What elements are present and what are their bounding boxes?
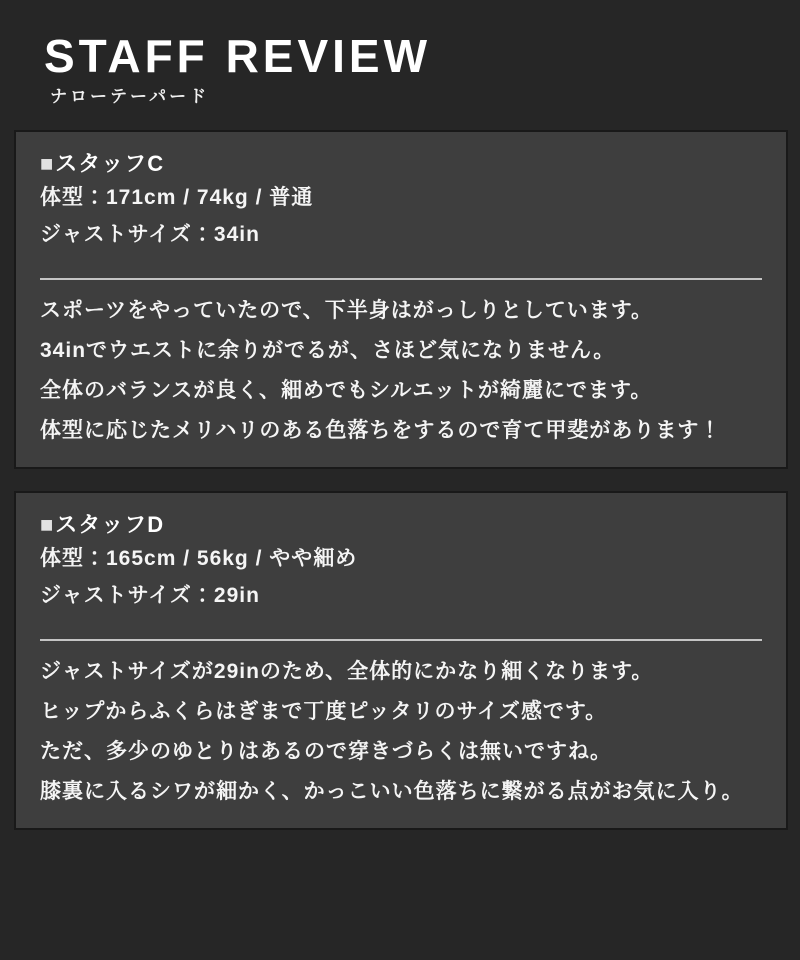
review-comment-line: スポーツをやっていたので、下半身はがっしりとしています。 <box>40 299 654 322</box>
page-header <box>0 0 800 107</box>
square-bullet-icon: ■ <box>40 151 55 176</box>
just-size-text: ジャストサイズ：34in <box>40 223 260 246</box>
review-comment-line: 全体のバランスが良く、細めでもシルエットが綺麗にでます。 <box>40 379 653 402</box>
review-comment-line: 膝裏に入るシワが細かく、かっこいい色落ちに繋がる点がお気に入り。 <box>40 780 744 803</box>
staff-name: スタッフC <box>55 151 165 176</box>
body-type-text: 体型：171cm / 74kg / 普通 <box>40 186 314 209</box>
staff-name-heading <box>40 510 762 540</box>
page-subtitle: ナローテーパード <box>50 87 210 106</box>
card-divider <box>40 639 762 641</box>
review-comment-line: ただ、多少のゆとりはあるので穿きづらくは無いですね。 <box>40 740 612 763</box>
card-divider <box>40 278 762 280</box>
review-card-staff-c <box>14 130 788 469</box>
review-comment-line: 体型に応じたメリハリのある色落ちをするので育て甲斐があります！ <box>40 419 722 442</box>
body-type-text: 体型：165cm / 56kg / やや細め <box>40 547 358 570</box>
page-title: STAFF REVIEW <box>44 30 432 82</box>
just-size-text: ジャストサイズ：29in <box>40 584 260 607</box>
review-comment-line: ヒップからふくらはぎまで丁度ピッタリのサイズ感です。 <box>40 700 608 723</box>
review-card-staff-d <box>14 491 788 830</box>
staff-name-heading <box>40 149 762 179</box>
square-bullet-icon: ■ <box>40 512 55 537</box>
review-comment-line: ジャストサイズが29inのため、全体的にかなり細くなります。 <box>40 660 654 683</box>
staff-name: スタッフD <box>55 512 165 537</box>
review-comment-line: 34inでウエストに余りがでるが、さほど気になりません。 <box>40 339 616 362</box>
